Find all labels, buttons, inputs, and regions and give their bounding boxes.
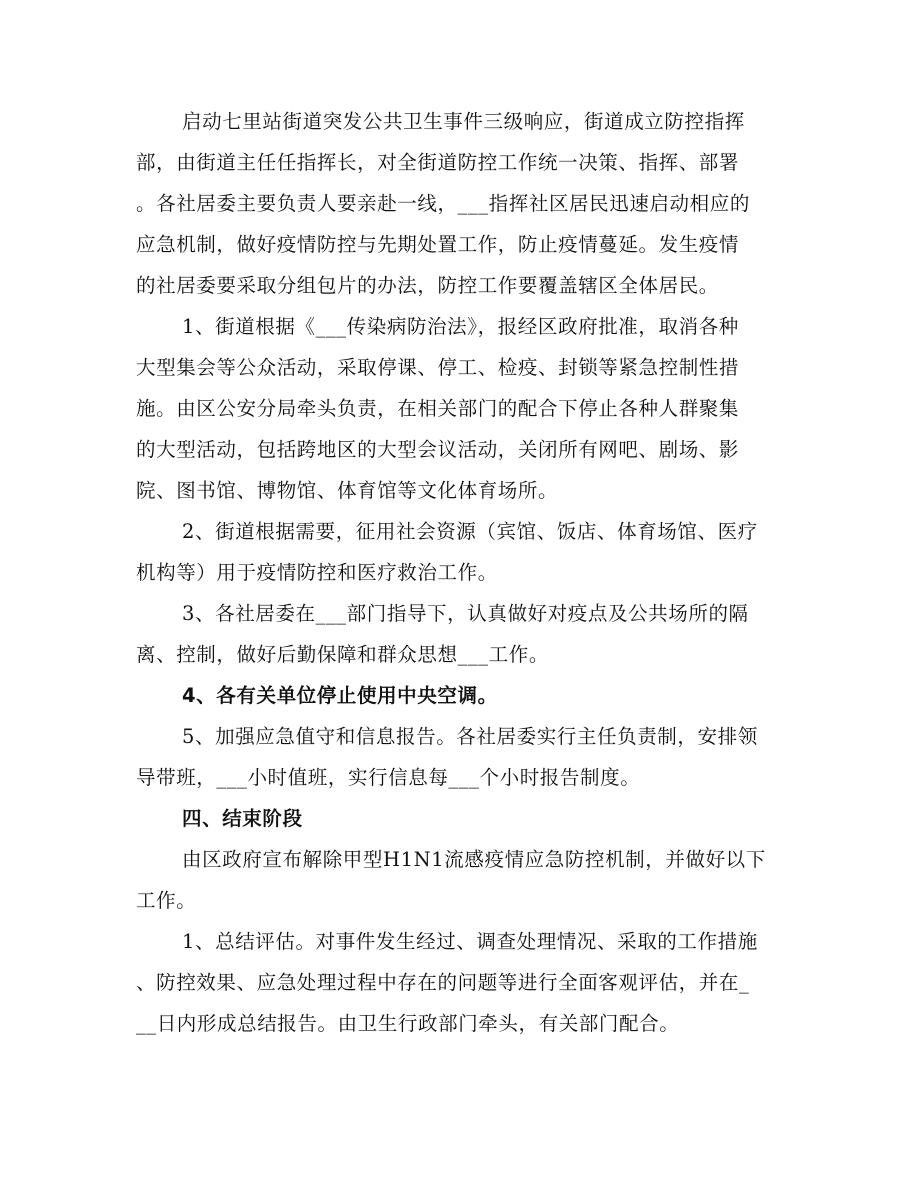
item-1-line-5: 院、图书馆、博物馆、体育馆等文化体育场所。 <box>136 479 559 502</box>
item-5-line-1: 5、加强应急值守和信息报告。各社居委实行主任负责制，安排领 <box>182 725 758 748</box>
paragraph-1-line-3: 。各社居委主要负责人要亲赴一线，___指挥社区居民迅速启动相应的 <box>136 192 750 215</box>
paragraph-1-line-1: 启动七里站街道突发公共卫生事件三级响应，街道成立防控指挥 <box>182 110 745 133</box>
item-5-line-2: 导带班，___小时值班，实行信息每___个小时报告制度。 <box>136 766 641 789</box>
item-1-line-4: 的大型活动，包括跨地区的大型会议活动，关闭所有网吧、剧场、影 <box>136 438 740 461</box>
item-1-line-3: 施。由区公安分局牵头负责，在相关部门的配合下停止各种人群聚集 <box>136 397 740 420</box>
item-1-line-2: 大型集会等公众活动，采取停课、停工、检疫、封锁等紧急控制性措 <box>136 356 740 379</box>
paragraph-end-line-2: 工作。 <box>136 889 197 912</box>
item-2-line-1: 2、街道根据需要，征用社会资源（宾馆、饭店、体育场馆、医疗 <box>182 520 758 543</box>
paragraph-1-line-4: 应急机制，做好疫情防控与先期处置工作，防止疫情蔓延。发生疫情 <box>136 233 740 256</box>
end-item-1-line-1: 1、总结评估。对事件发生经过、调查处理情况、采取的工作措施 <box>182 930 758 953</box>
end-item-1-line-2: 、防控效果、应急处理过程中存在的问题等进行全面客观评估，并在_ <box>136 971 750 994</box>
item-2-line-2: 机构等）用于疫情防控和医疗救治工作。 <box>136 561 498 584</box>
paragraph-1-line-5: 的社居委要采取分组包片的办法，防控工作要覆盖辖区全体居民。 <box>136 274 719 297</box>
item-3-line-2: 离、控制，做好后勤保障和群众思想___工作。 <box>136 643 549 666</box>
item-3-line-1: 3、各社居委在___部门指导下，认真做好对疫点及公共场所的隔 <box>182 602 749 625</box>
item-4-line-1: 4、各有关单位停止使用中央空调。 <box>182 684 498 707</box>
end-item-1-line-3: __日内形成总结报告。由卫生行政部门牵头，有关部门配合。 <box>136 1012 680 1035</box>
item-1-line-1: 1、街道根据《___传染病防治法》，报经区政府批准，取消各种 <box>182 315 739 338</box>
paragraph-end-line-1: 由区政府宣布解除甲型H1N1流感疫情应急防控机制，并做好以下 <box>182 848 766 871</box>
paragraph-1-line-2: 部，由街道主任任指挥长，对全街道防控工作统一决策、指挥、部署 <box>136 151 740 174</box>
section-heading-end-stage: 四、结束阶段 <box>182 807 303 830</box>
